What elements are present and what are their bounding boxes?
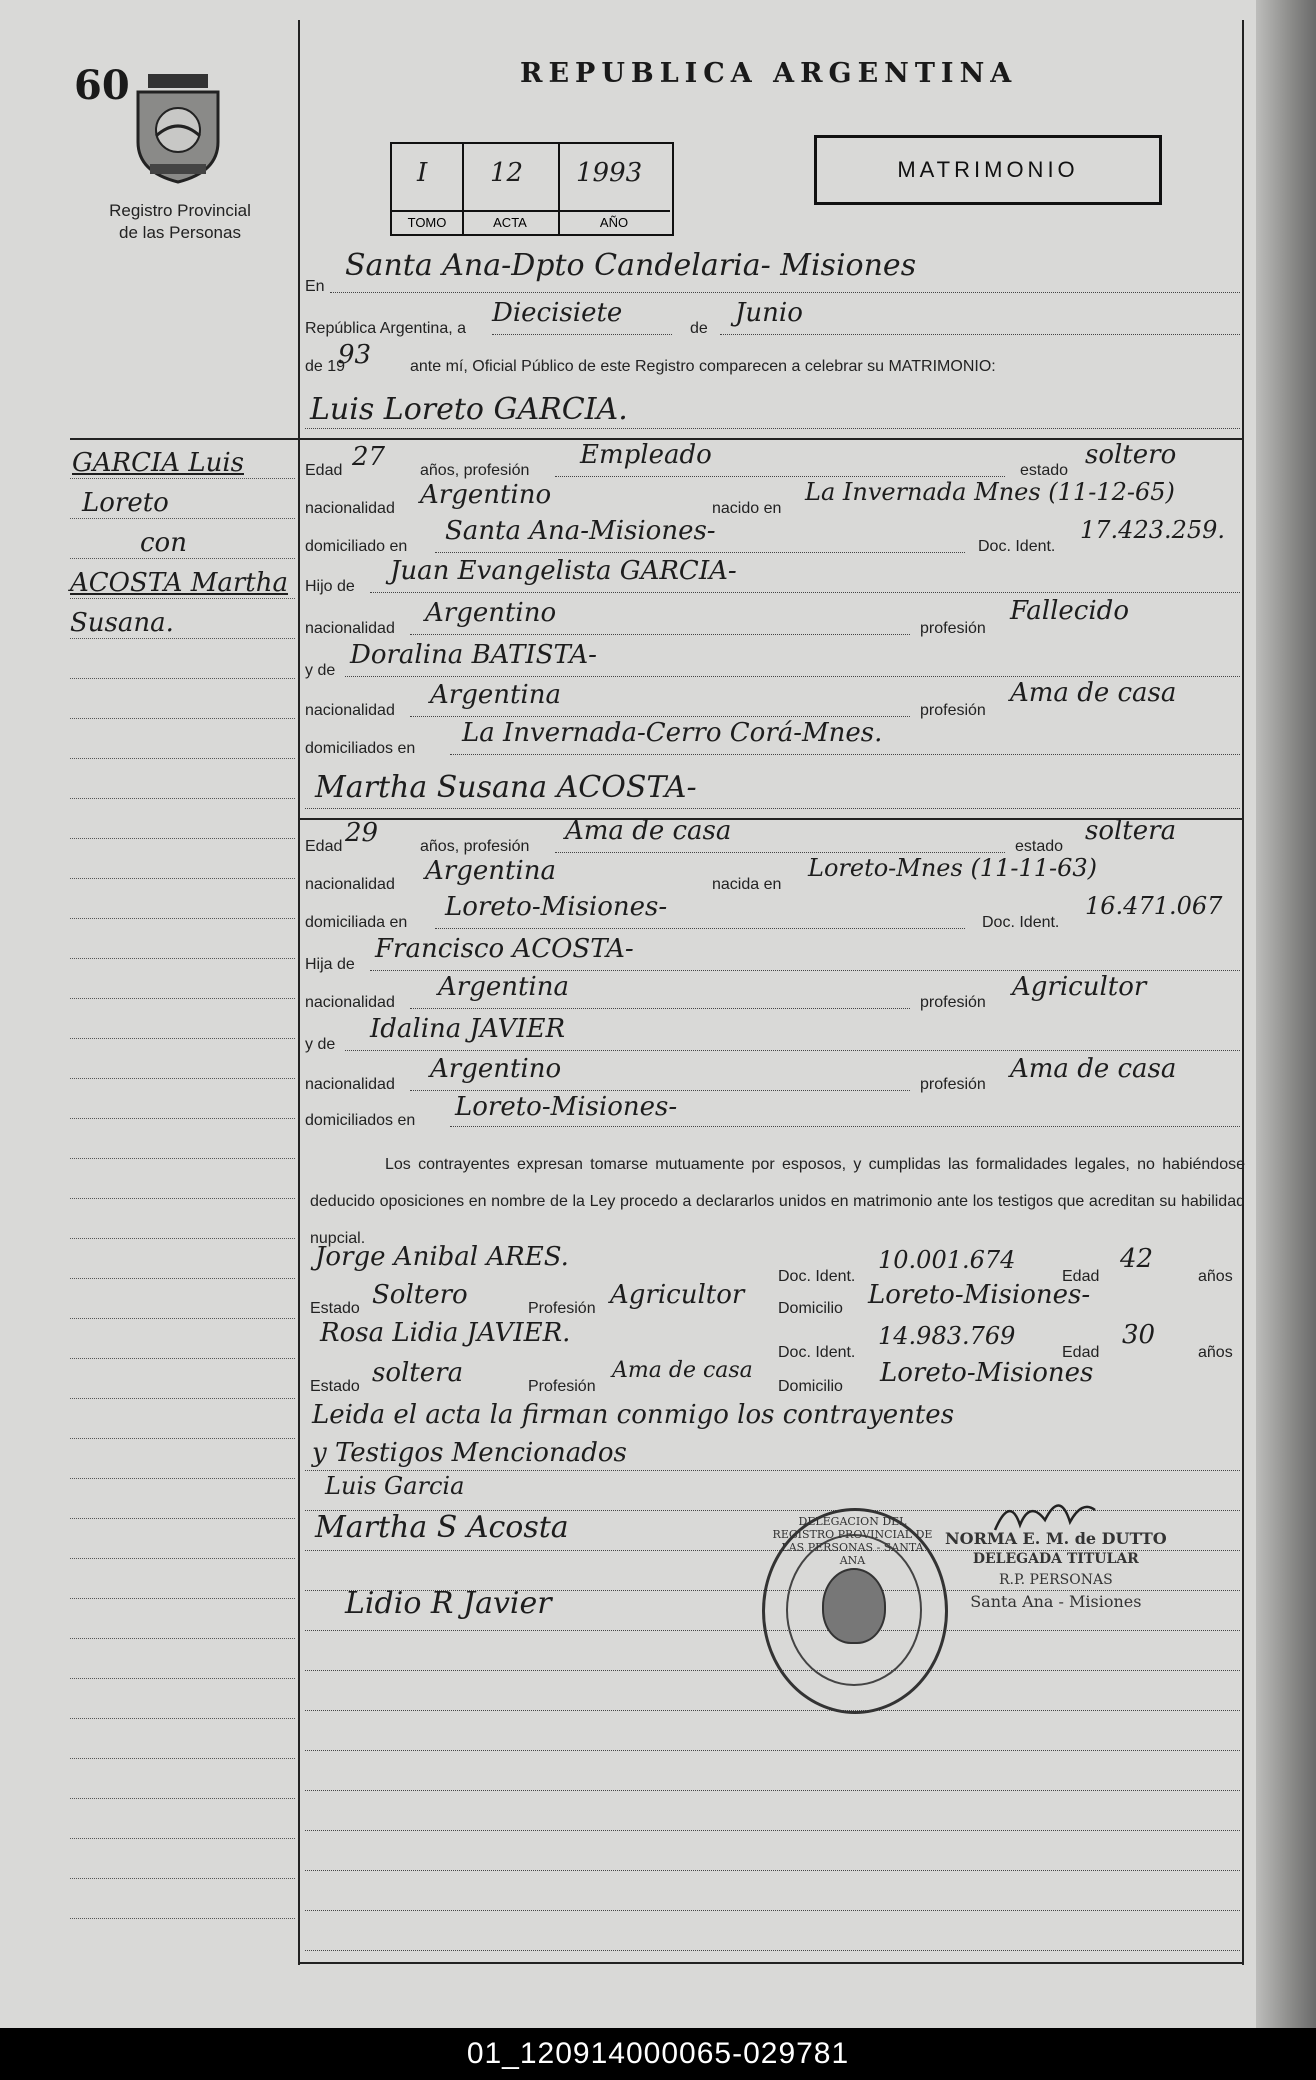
witness-1-estado-label: Estado [310,1300,360,1317]
bride-doc-label: Doc. Ident. [982,914,1060,931]
signature-groom: Luis Garcia [325,1472,465,1500]
anio-value: 1993 [576,158,643,188]
groom-parents-domicile: La Invernada-Cerro Corá-Mnes. [462,718,883,748]
seal-emblem-icon [822,1568,886,1644]
bride-nationality: Argentina [425,856,556,886]
groom-yde-label: y de [305,662,336,679]
bride-age: 29 [345,818,379,848]
groom-birth: La Invernada Mnes (11-12-65) [805,478,1175,506]
groom-mother-nac-label: nacionalidad [305,702,395,719]
groom-mother: Doralina BATISTA- [350,640,597,670]
bride-doc: 16.471.067 [1085,892,1223,920]
margin-line-4: ACOSTA Martha [70,568,289,598]
official-name: NORMA E. M. de DUTTO [945,1529,1167,1548]
witness-1-doc: 10.001.674 [878,1246,1016,1274]
witness-1-dom-label: Domicilio [778,1300,843,1317]
bride-yde-label: y de [305,1036,336,1053]
anio-label: AÑO [558,210,670,234]
groom-estado-label: estado [1020,462,1069,479]
bride-father-prof-label: profesión [920,994,986,1011]
official-stamp [945,1528,1167,1612]
groom-father-profession: Fallecido [1010,596,1129,626]
witness-2-age: 30 [1122,1320,1156,1350]
margin-rule [298,20,300,1965]
registry-line-2: de las Personas [119,223,241,242]
groom-mother-profession: Ama de casa [1010,678,1177,708]
witness-2-dom-label: Domicilio [778,1378,843,1395]
country-title: REPUBLICA ARGENTINA [520,58,1018,89]
bride-father-nationality: Argentina [438,972,569,1002]
registry-seal-text: DELEGACION DEL REGISTRO PROVINCIAL DE LAS PERSONAS - SANTA ANA [772,1515,933,1567]
bride-estado: soltera [1085,816,1177,846]
tomo-acta-anio-box [390,142,674,236]
witness-2-domicile: Loreto-Misiones [880,1358,1094,1388]
groom-father-prof-label: profesión [920,620,986,637]
witness-1-edad-label: Edad [1062,1268,1100,1285]
place-value: Santa Ana-Dpto Candelaria- Misiones [345,248,917,283]
declaration-text: Los contrayentes expresan tomarse mutuamente por esposos, y cumplidas las formalidades legales, no habiéndose deducido oposiciones en nombre de la Ley procedo a declararlos unidos en matrimonio ante los testigos que acreditan su habilidad nupcial. [310,1156,1245,1247]
groom-edad-label: Edad [305,462,343,479]
anio-cell [558,144,670,234]
witness-2-doc-label: Doc. Ident. [778,1344,856,1361]
bride-father: Francisco ACOSTA- [375,934,634,964]
month-value: Junio [735,298,803,328]
witness-2-profession: Ama de casa [612,1358,753,1383]
year-text: ante mí, Oficial Público de este Registro comparecen a celebrar su MATRIMONIO: [410,358,996,375]
margin-line-1: GARCIA Luis [72,448,244,478]
bride-father-nac-label: nacionalidad [305,994,395,1011]
bride-profession: Ama de casa [565,816,732,846]
groom-father: Juan Evangelista GARCIA- [390,556,737,586]
day-value: Diecisiete [492,298,623,328]
year-suffix: 93 [338,340,372,370]
witness-2-doc: 14.983.769 [878,1322,1016,1350]
registry-line-1: Registro Provincial [109,201,251,220]
groom-name: Luis Loreto GARCIA. [310,392,628,427]
groom-doc: 17.423.259. [1080,516,1226,544]
witness-1-prof-label: Profesión [528,1300,596,1317]
official-role: DELEGADA TITULAR [972,1551,1139,1567]
tomo-value: I [417,158,428,188]
groom-doc-label: Doc. Ident. [978,538,1056,555]
groom-age: 27 [352,442,386,472]
groom-nac-label: nacionalidad [305,500,395,517]
margin-line-5: Susana. [70,608,174,638]
act-type-box: MATRIMONIO [814,135,1162,205]
bride-estado-label: estado [1015,838,1064,855]
groom-father-nationality: Argentino [425,598,557,628]
witness-1-name: Jorge Anibal ARES. [315,1242,569,1272]
bride-nac-label: nacionalidad [305,876,395,893]
witness-2-name: Rosa Lidia JAVIER. [320,1318,571,1348]
groom-father-nac-label: nacionalidad [305,620,395,637]
margin-top-rule [70,438,300,440]
bride-parents-dom-label: domiciliados en [305,1112,416,1129]
bride-mother-profession: Ama de casa [1010,1054,1177,1084]
acta-cell [462,144,560,234]
bride-mother-prof-label: profesión [920,1076,986,1093]
witness-1-age: 42 [1120,1244,1154,1274]
bride-mother: Idalina JAVIER [370,1014,566,1044]
groom-nacido-label: nacido en [712,500,782,517]
groom-mother-nationality: Argentina [430,680,561,710]
right-rule [1242,20,1244,1965]
closing-line-1: Leida el acta la firman conmigo los contrayentes [312,1400,955,1430]
groom-parents-dom-label: domiciliados en [305,740,416,757]
bride-nacida-label: nacida en [712,876,782,893]
closing-line-2: y Testigos Mencionados [312,1438,627,1468]
bride-name: Martha Susana ACOSTA- [315,770,697,805]
margin-line-3: con [140,528,187,558]
witness-2-anos-label: años [1198,1344,1233,1361]
page-number: 60 [74,62,130,109]
tomo-cell [392,144,464,234]
bride-mother-nationality: Argentino [430,1054,562,1084]
registry-name [90,200,270,244]
provincial-emblem [130,72,226,184]
witness-2-prof-label: Profesión [528,1378,596,1395]
en-label: En [305,278,325,295]
acta-value: 12 [490,158,524,188]
witness-2-edad-label: Edad [1062,1344,1100,1361]
official-signature-icon [990,1490,1100,1540]
witness-1-profession: Agricultor [610,1280,745,1310]
groom-estado: soltero [1085,440,1177,470]
bride-domicile: Loreto-Misiones- [445,892,668,922]
groom-mother-prof-label: profesión [920,702,986,719]
bottom-rule [298,1962,1244,1964]
groom-profession: Empleado [580,440,712,470]
groom-nationality: Argentino [420,480,552,510]
image-identifier: 01_120914000065-029781 [0,2028,1316,2080]
bride-hija-label: Hija de [305,956,355,973]
groom-prof-label: años, profesión [420,462,530,479]
official-location: Santa Ana - Misiones [970,1592,1142,1611]
witness-2-estado: soltera [372,1358,464,1388]
witness-1-doc-label: Doc. Ident. [778,1268,856,1285]
bride-father-profession: Agricultor [1012,972,1147,1002]
groom-hijo-label: Hijo de [305,578,355,595]
witness-1-domicile: Loreto-Misiones- [868,1280,1091,1310]
tomo-label: TOMO [392,210,462,234]
bride-mother-nac-label: nacionalidad [305,1076,395,1093]
acta-label: ACTA [462,210,558,234]
bride-prof-label: años, profesión [420,838,530,855]
bride-dom-label: domiciliada en [305,914,408,931]
groom-domicile: Santa Ana-Misiones- [445,516,716,546]
margin-line-2: Loreto [82,488,169,518]
witness-1-estado: Soltero [372,1280,468,1310]
witness-1-anos-label: años [1198,1268,1233,1285]
witness-2-estado-label: Estado [310,1378,360,1395]
official-office: R.P. PERSONAS [999,1572,1113,1588]
de-label: de [690,320,708,337]
bride-parents-domicile: Loreto-Misiones- [455,1092,678,1122]
signature-bride: Martha S Acosta [315,1510,569,1545]
republica-label: República Argentina, a [305,320,466,337]
book-spine [1256,0,1316,2028]
year-label: de 19 [305,358,346,375]
signature-witness: Lidio R Javier [345,1586,552,1621]
bride-birth: Loreto-Mnes (11-11-63) [808,854,1098,882]
groom-dom-label: domiciliado en [305,538,408,555]
bride-edad-label: Edad [305,838,343,855]
